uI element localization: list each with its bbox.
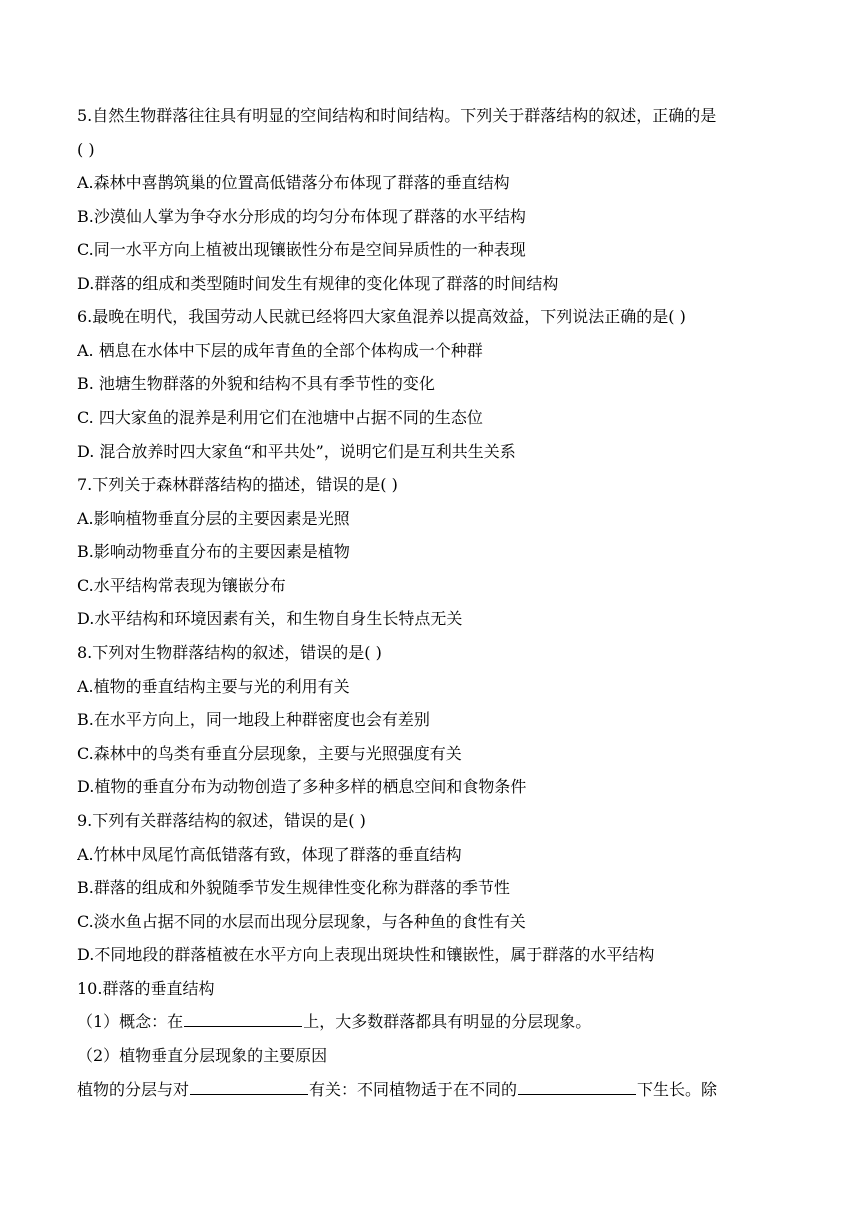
question-6-option-b: B. 池塘生物群落的外貌和结构不具有季节性的变化 bbox=[77, 374, 435, 393]
question-7-stem: 7.下列关于森林群落结构的描述，错误的是( ) bbox=[77, 475, 398, 494]
question-5-stem-cont: ( ) bbox=[77, 140, 95, 159]
question-10-item-1-post: 上，大多数群落都具有明显的分层现象。 bbox=[303, 1012, 592, 1031]
question-6-stem: 6.最晚在明代，我国劳动人民就已经将四大家鱼混养以提高效益，下列说法正确的是( ) bbox=[77, 307, 686, 326]
question-8-option-c: C.森林中的鸟类有垂直分层现象，主要与光照强度有关 bbox=[77, 744, 462, 763]
question-5-stem: 5.自然生物群落往往具有明显的空间结构和时间结构。下列关于群落结构的叙述，正确的是 bbox=[77, 106, 717, 125]
question-5-option-b: B.沙漠仙人掌为争夺水分形成的均匀分布体现了群落的水平结构 bbox=[77, 207, 526, 226]
question-7-option-c: C.水平结构常表现为镶嵌分布 bbox=[77, 576, 286, 595]
question-9-option-b: B.群落的组成和外貌随季节发生规律性变化称为群落的季节性 bbox=[77, 878, 510, 897]
question-10-title: 10.群落的垂直结构 bbox=[77, 979, 215, 998]
question-7-option-b: B.影响动物垂直分布的主要因素是植物 bbox=[77, 542, 350, 561]
question-10-item-2: （2）植物垂直分层现象的主要原因 bbox=[77, 1046, 328, 1065]
question-5-option-d: D.群落的组成和类型随时间发生有规律的变化体现了群落的时间结构 bbox=[77, 274, 559, 293]
question-10-item-1-pre: （1）概念：在 bbox=[77, 1012, 184, 1031]
question-10-line-3 bbox=[77, 1078, 800, 1102]
question-7-option-d: D.水平结构和环境因素有关，和生物自身生长特点无关 bbox=[77, 609, 463, 628]
question-9-option-d: D.不同地段的群落植被在水平方向上表现出斑块性和镶嵌性，属于群落的水平结构 bbox=[77, 945, 655, 964]
question-6-option-c: C. 四大家鱼的混养是利用它们在池塘中占据不同的生态位 bbox=[77, 408, 483, 427]
question-10-line-3-b: 有关：不同植物适于在不同的 bbox=[309, 1080, 518, 1099]
question-7-option-a: A.影响植物垂直分层的主要因素是光照 bbox=[77, 509, 350, 528]
question-8-stem: 8.下列对生物群落结构的叙述，错误的是( ) bbox=[77, 643, 382, 662]
question-6-option-a: A. 栖息在水体中下层的成年青鱼的全部个体构成一个种群 bbox=[77, 341, 483, 360]
fill-blank[interactable] bbox=[518, 1078, 636, 1095]
question-9-stem: 9.下列有关群落结构的叙述，错误的是( ) bbox=[77, 811, 366, 830]
fill-blank[interactable] bbox=[190, 1078, 308, 1095]
question-10-line-3-c: 下生长。除 bbox=[637, 1080, 718, 1099]
question-8-option-b: B.在水平方向上，同一地段上种群密度也会有差别 bbox=[77, 710, 430, 729]
question-5-option-c: C.同一水平方向上植被出现镶嵌性分布是空间异质性的一种表现 bbox=[77, 240, 526, 259]
question-6-option-d: D. 混合放养时四大家鱼“和平共处”，说明它们是互利共生关系 bbox=[77, 442, 516, 461]
question-10-item-1 bbox=[77, 1010, 800, 1034]
fill-blank[interactable] bbox=[184, 1010, 302, 1027]
question-9-option-a: A.竹林中凤尾竹高低错落有致，体现了群落的垂直结构 bbox=[77, 845, 462, 864]
question-8-option-d: D.植物的垂直分布为动物创造了多种多样的栖息空间和食物条件 bbox=[77, 777, 527, 796]
question-8-option-a: A.植物的垂直结构主要与光的利用有关 bbox=[77, 677, 350, 696]
question-9-option-c: C.淡水鱼占据不同的水层而出现分层现象，与各种鱼的食性有关 bbox=[77, 912, 526, 931]
question-5-option-a: A.森林中喜鹊筑巢的位置高低错落分布体现了群落的垂直结构 bbox=[77, 173, 510, 192]
question-10-line-3-a: 植物的分层与对 bbox=[77, 1080, 190, 1099]
